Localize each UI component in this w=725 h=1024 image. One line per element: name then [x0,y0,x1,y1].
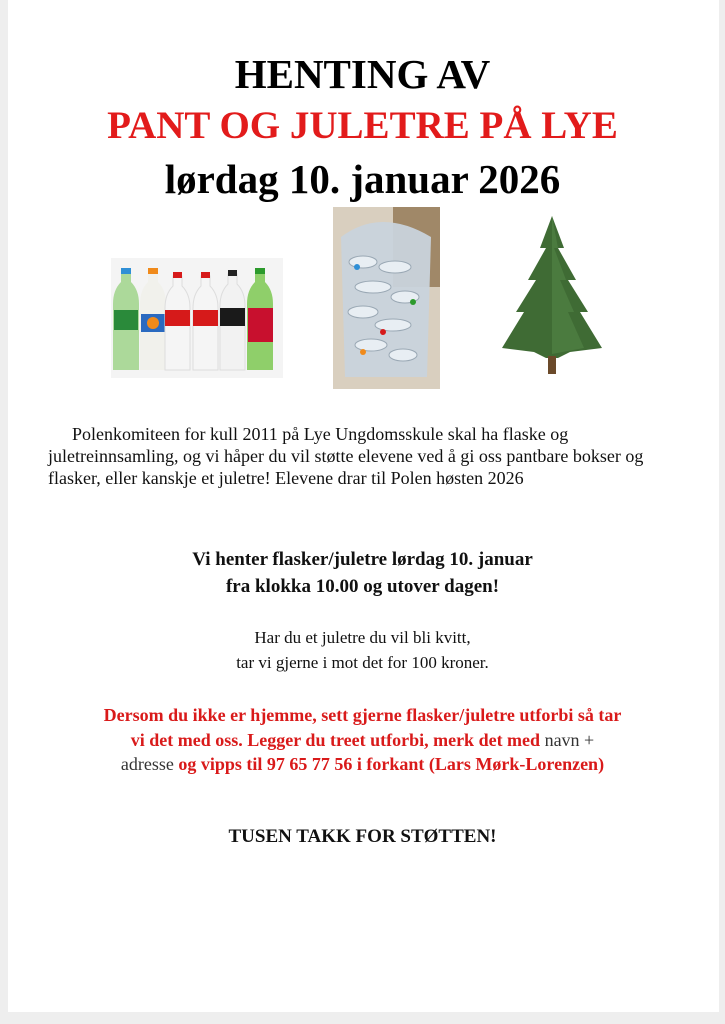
tree-offer-line-2: tar vi gjerne i mot det for 100 kroner. [236,653,489,672]
heading-line-2: PANT OG JULETRE PÅ LYE [107,104,618,147]
intro-paragraph: Polenkomiteen for kull 2011 på Lye Ungdomsskule skal ha flaske og juletreinnsamling, og vi håper du vil støtte elevene ved å gi oss pantbare bokser og flasker, eller kanskje et juletre! Elevene drar til Polen høsten 2026 [48,424,644,488]
pickup-line-1: Vi henter flasker/juletre lørdag 10. januar [192,549,533,570]
heading-date: lørdag 10. januar 2026 [164,156,561,202]
notice-line-2 [0,728,725,753]
flyer-page [8,0,719,1012]
notice-line-2-red: vi det med oss. Legger du treet utforbi, merk det med [130,730,545,750]
notice-line-3-red: og vipps til 97 65 77 56 i forkant (Lars Mørk-Lorenzen) [173,754,605,774]
heading-line-1: HENTING AV [234,51,491,97]
notice-line-3 [0,752,725,777]
notice-line-1: Dersom du ikke er hjemme, sett gjerne flasker/juletre utforbi så tar [103,705,622,725]
bag-of-bottles-photo [333,207,440,389]
bottles-photo [111,258,283,378]
thanks-text: TUSEN TAKK FOR STØTTEN! [228,826,497,847]
notice-line-2-dark: navn + [544,730,595,750]
christmas-tree-photo [488,208,616,385]
pickup-line-2: fra klokka 10.00 og utover dagen! [225,576,500,597]
tree-offer-line-1: Har du et juletre du vil bli kvitt, [254,628,471,647]
notice-line-3-dark: adresse [120,754,174,774]
